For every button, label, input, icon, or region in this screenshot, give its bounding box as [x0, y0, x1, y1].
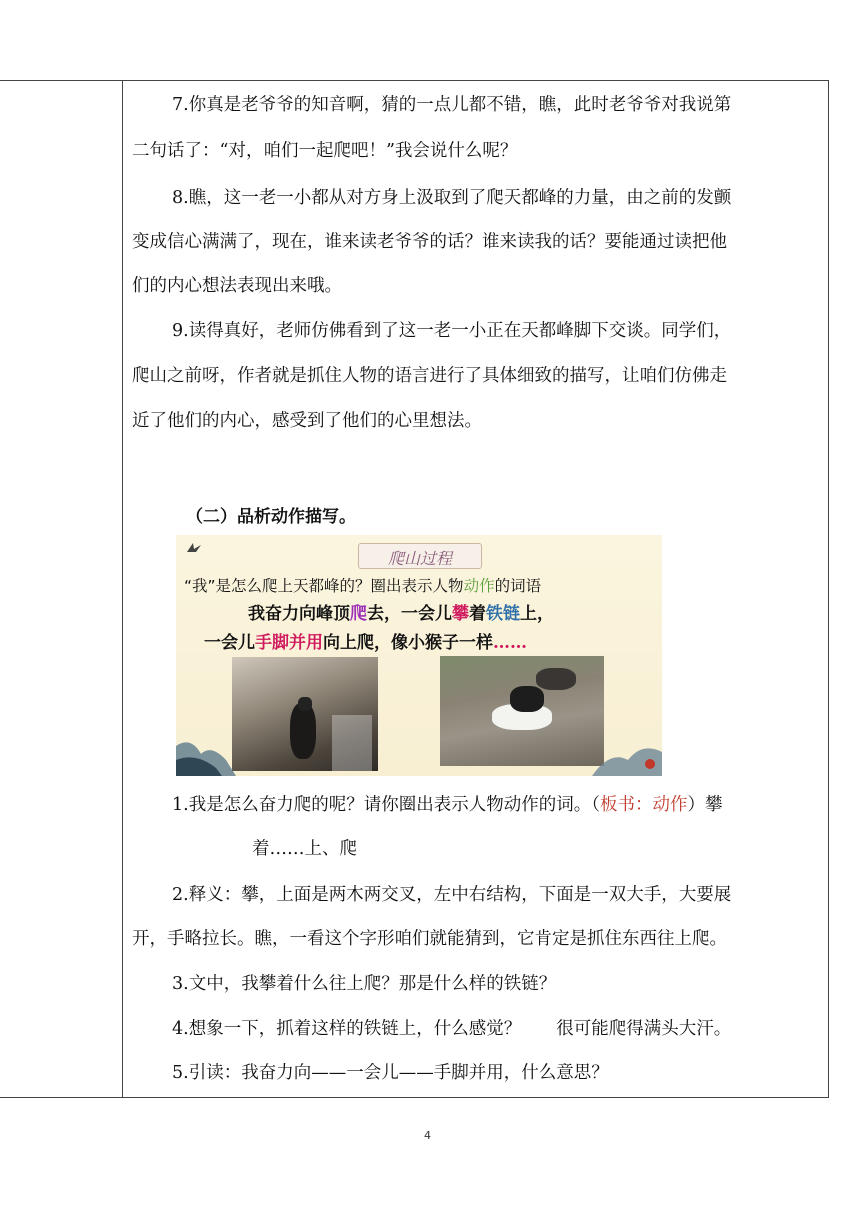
section-heading: （二）品析动作描写。	[186, 507, 356, 527]
slide-question-highlight: 动作	[463, 577, 495, 595]
item-1-line-2: 着……上、爬	[252, 839, 357, 859]
bird-icon	[186, 541, 202, 553]
slide-title: 爬山过程	[387, 549, 452, 568]
slide-question: “我”是怎么爬上天都峰的？圈出表示人物动作的词语	[184, 577, 542, 595]
item-2-line-1: 2.释义：攀，上面是两木两交叉，左中右结构，下面是一双大手，大要展	[172, 885, 732, 905]
photo-crawling-uphill	[440, 656, 604, 766]
paragraph-9-line-3: 近了他们的内心，感受到了他们的心里想法。	[132, 411, 482, 431]
paragraph-7-line-2: 二句话了：“对，咱们一起爬吧！”我会说什么呢？	[132, 141, 518, 161]
ink-mountain-right	[592, 730, 662, 776]
photo-stairs-climbing	[232, 657, 378, 771]
item-3: 3.文中，我攀着什么往上爬？那是什么样的铁链？	[172, 974, 557, 994]
paragraph-8-line-2: 变成信心满满了，现在，谁来读老爷爷的话？谁来读我的话？要能通过读把他	[132, 232, 727, 252]
item-1-line-1: 1.我是怎么奋力爬的呢？请你圈出表示人物动作的词。（板书：动作）攀	[172, 795, 723, 815]
lesson-slide-image	[176, 535, 662, 776]
table-right-border	[828, 81, 829, 1097]
item-5: 5.引读：我奋力向——一会儿——手脚并用，什么意思？	[172, 1063, 609, 1083]
paragraph-7-line-1: 7.你真是老爷爷的知音啊，猜的一点儿都不错，瞧，此时老爷爷对我说第	[172, 95, 732, 115]
item-4: 4.想象一下，抓着这样的铁链上，什么感觉？ 很可能爬得满头大汗。	[172, 1019, 732, 1039]
item-2-line-2: 开，手略拉长。瞧，一看这个字形咱们就能猜到，它肯定是抓住东西往上爬。	[132, 929, 727, 949]
ink-mountain-left	[176, 726, 236, 776]
slide-title-box	[358, 543, 482, 569]
paragraph-8-line-1: 8.瞧，这一老一小都从对方身上汲取到了爬天都峰的力量，由之前的发颤	[172, 188, 732, 208]
board-note: 板书：动作	[599, 795, 688, 815]
column-divider	[122, 81, 123, 1097]
paragraph-9-line-1: 9.读得真好，老师仿佛看到了这一老一小正在天都峰脚下交谈。同学们，	[172, 321, 732, 341]
slide-text-line-2: 一会儿手脚并用向上爬，像小猴子一样……	[204, 633, 527, 653]
page-number: 4	[424, 1129, 431, 1142]
paragraph-9-line-2: 爬山之前呀，作者就是抓住人物的语言进行了具体细致的描写，让咱们仿佛走	[132, 366, 727, 386]
slide-text-line-1: 我奋力向峰顶爬去，一会儿攀着铁链上，	[248, 604, 554, 624]
paragraph-8-line-3: 们的内心想法表现出来哦。	[132, 276, 342, 296]
